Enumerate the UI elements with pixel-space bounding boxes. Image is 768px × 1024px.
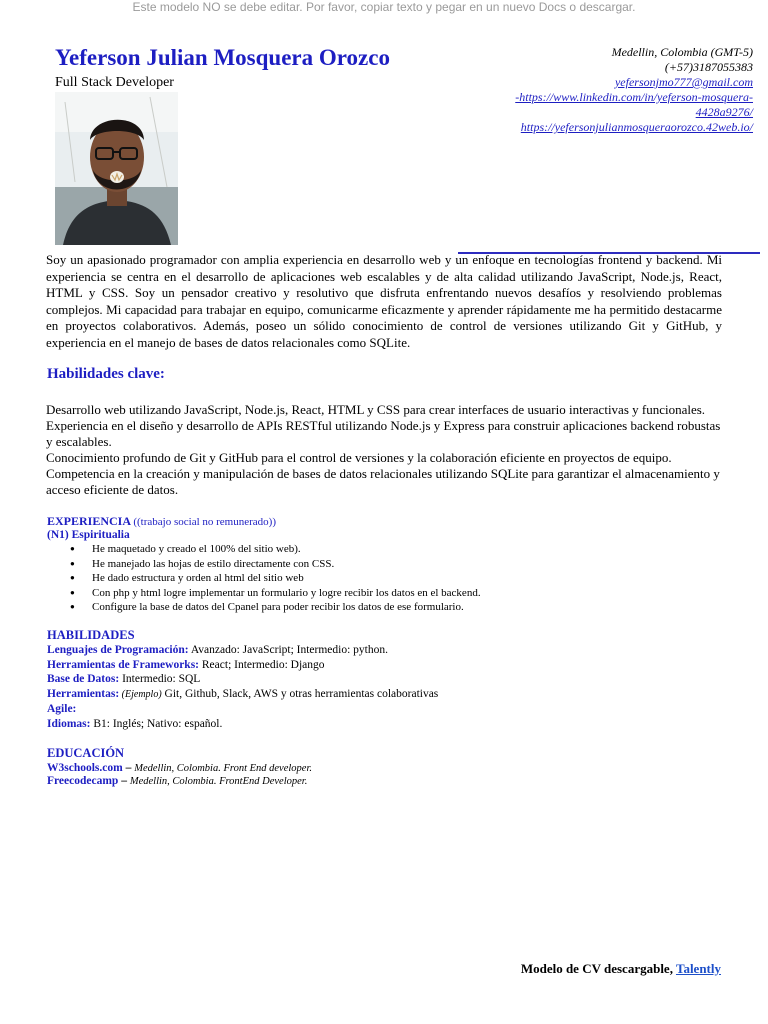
location: Medellin, Colombia (GMT-5)	[611, 45, 753, 59]
email-link[interactable]: yefersonjmo777@gmail.com	[614, 75, 753, 89]
ability-value: Intermedio: SQL	[119, 673, 201, 685]
school-name: Freecodecamp	[47, 775, 119, 787]
school-name: W3schools.com	[47, 762, 123, 774]
experience-note: ((trabajo social no remunerado))	[133, 516, 276, 528]
phone: (+57)3187055383	[664, 60, 753, 74]
ability-label: Herramientas de Frameworks:	[47, 658, 200, 671]
job-title: (N1) Espiritualia	[47, 529, 130, 541]
education-heading: EDUCACIÓN	[47, 746, 125, 760]
linkedin-link[interactable]: -https://www.linkedin.com/in/yeferson-mosquera-	[515, 90, 753, 104]
separator: –	[118, 775, 130, 787]
key-skills-heading: Habilidades clave:	[47, 366, 165, 382]
school-detail: Medellin, Colombia. FrontEnd Developer.	[129, 776, 308, 787]
school-detail: Medellin, Colombia. Front End developer.	[134, 763, 313, 774]
candidate-name: Yeferson Julian Mosquera Orozco	[55, 45, 390, 70]
profile-summary: Soy un apasionado programador con amplia experiencia en desarrollo web y un enfoque en tecnologías frontend y backend. Mi experiencia se centra en el desarrollo de aplicaciones web escalables y de alta calidad utilizando JavaScript, Node.js, React, HTML y CSS. Soy un pensador creativo y resolutivo que disfruta enfrentando nuevos desafíos y resolviendo problemas complejos. Mi capacidad para trabajar en equipo, comunicarme eficazmente y aprender rápidamente me ha permitido destacarme en proyectos colaborativos. Además, poseo un sólido conocimiento de control de versiones utilizando Git y GitHub, y experiencia en el manejo de bases de datos relacionales como SQLite.	[46, 252, 722, 350]
key-skill-item: Desarrollo web utilizando JavaScript, Node.js, React, HTML y CSS para crear interfaces de usuario interactivas y funcionales.	[46, 402, 706, 417]
talently-link[interactable]: Talently	[675, 961, 721, 976]
ability-languages-spoken	[47, 717, 438, 732]
ability-value: B1: Inglés; Nativo: español.	[90, 717, 223, 730]
ability-label: Base de Datos:	[47, 673, 120, 685]
candidate-role: Full Stack Developer	[55, 75, 174, 90]
profile-photo	[55, 92, 178, 245]
list-item: ● He dado estructura y orden al html del sitio web	[70, 571, 481, 586]
list-item: ● He manejado las hojas de estilo directamente con CSS.	[70, 557, 481, 572]
ability-agile	[47, 702, 438, 717]
list-item: ● He maquetado y creado el 100% del sitio web).	[70, 542, 481, 557]
template-notice: Este modelo NO se debe editar. Por favor, copiar texto y pegar en un nuevo Docs o descargar.	[132, 0, 636, 14]
contact-block	[433, 45, 753, 135]
ability-label: Herramientas:	[47, 687, 120, 700]
ability-label: Idiomas:	[47, 717, 91, 730]
key-skill-item: Conocimiento profundo de Git y GitHub para el control de versiones y la colaboración eficiente en proyectos de equipo.	[46, 450, 672, 465]
linkedin-link-continued[interactable]: 4428a9276/	[695, 105, 753, 119]
ability-label: Agile:	[47, 703, 77, 715]
separator: –	[122, 762, 135, 774]
ability-tools	[47, 687, 438, 703]
experience-title: EXPERIENCIA	[47, 514, 131, 528]
ability-label: Lenguajes de Programación:	[47, 644, 189, 656]
ability-languages	[47, 643, 438, 658]
ability-example: (Ejemplo)	[119, 688, 162, 700]
list-item: ● Con php y html logre implementar un formulario y logre recibir los datos en el backend.	[70, 586, 481, 601]
education-item	[47, 762, 312, 775]
ability-value: React; Intermedio: Django	[199, 658, 325, 671]
ability-value: Git, Github, Slack, AWS y otras herramientas colaborativas	[161, 687, 439, 700]
key-skill-item: Competencia en la creación y manipulación de bases de datos relacionales utilizando SQLite para garantizar el almacenamiento y acceso eficiente de datos.	[46, 466, 720, 497]
profile-photo-image	[55, 92, 178, 245]
key-skill-item: Experiencia en el diseño y desarrollo de APIs RESTful utilizando Node.js y Express para construir aplicaciones backend robustas y escalables.	[46, 418, 721, 449]
footer-text: Modelo de CV descargable,	[520, 961, 676, 976]
experience-bullets	[70, 542, 481, 615]
key-skills-list	[46, 402, 726, 498]
abilities-list	[47, 643, 438, 731]
experience-heading	[47, 514, 276, 529]
ability-value: Avanzado: JavaScript; Intermedio: python.	[188, 644, 389, 656]
ability-databases	[47, 672, 438, 687]
footer	[521, 961, 721, 977]
education-item	[47, 775, 312, 788]
list-item: ● Configure la base de datos del Cpanel para poder recibir los datos de ese formulario.	[70, 600, 481, 615]
education-list	[47, 762, 312, 788]
portfolio-link[interactable]: https://yefersonjulianmosqueraorozco.42web.io/	[520, 120, 753, 134]
ability-frameworks	[47, 658, 438, 673]
abilities-heading: HABILIDADES	[47, 628, 135, 642]
